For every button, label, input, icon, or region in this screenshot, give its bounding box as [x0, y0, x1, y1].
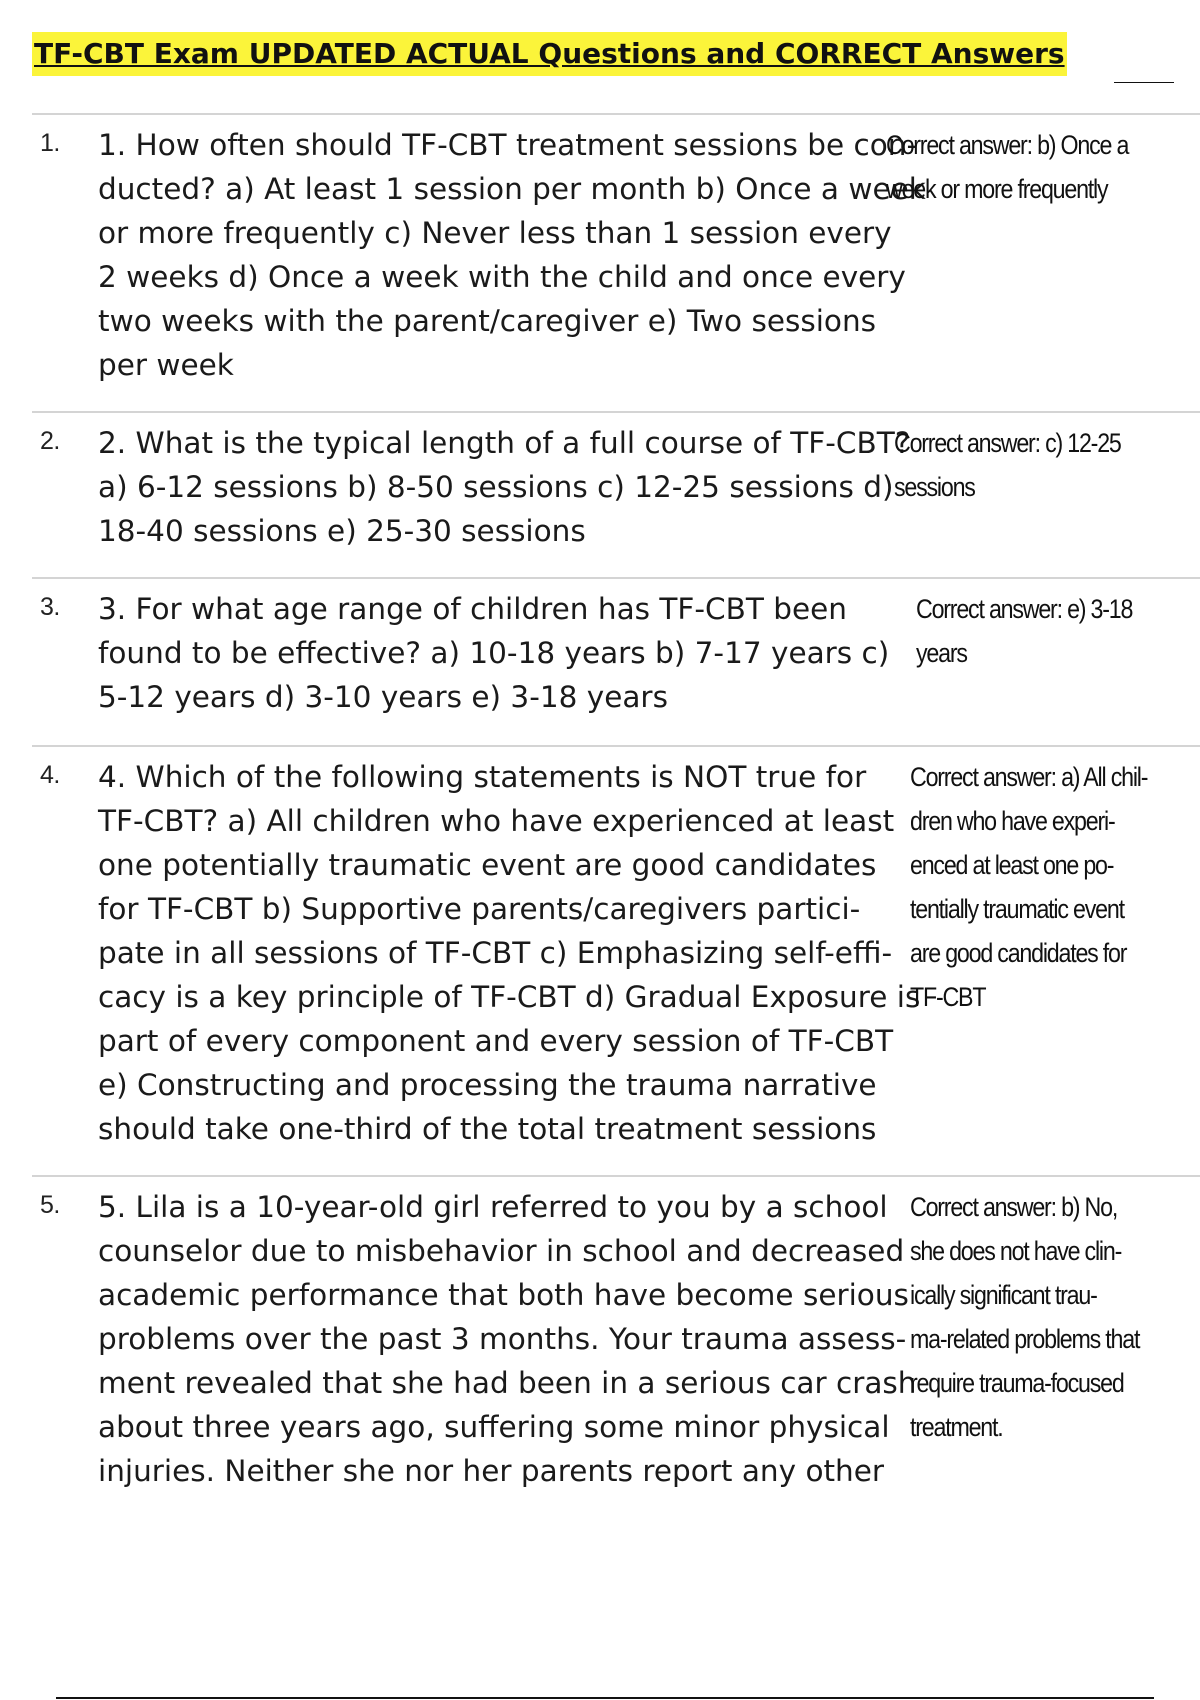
question-row [32, 411, 1200, 577]
title-underline-rule [1114, 82, 1174, 83]
answer-text: Correct answer: a) All chil- dren who have experi- enced at least one po- tentially traumatic event are good candidates for TF-CBT [910, 762, 1148, 1012]
question-text: 1. How often should TF-CBT treatment sessions be con- ducted? a) At least 1 session per month b) Once a week or more frequently c) Never less than 1 session every 2 weeks d) Once a week with the child and once every two weeks with the parent/caregiver e) Two sessions per week [98, 128, 926, 382]
question-number: 4. [40, 761, 60, 789]
answer-text: Correct answer: b) Once a week or more frequently [886, 130, 1129, 204]
question-number: 3. [40, 593, 60, 621]
question-number: 2. [40, 427, 60, 455]
document-title: TF-CBT Exam UPDATED ACTUAL Questions and CORRECT Answers [32, 32, 1067, 76]
footer-rule [56, 1697, 1154, 1699]
question-text: 4. Which of the following statements is NOT true for TF-CBT? a) All children who have experienced at least one potentially traumatic event are good candidates for TF-CBT b) Supportive parents/caregivers partici- pate in all sessions of TF-CBT c) Emphasizing self-effi- cacy is a key principle of TF-CBT d) Gradual Exposure is part of every component and every session of TF-CBT e) Constructing and processing the trauma narrative should take one-third of the total treatment sessions [98, 760, 921, 1146]
answer-text: Correct answer: c) 12-25 sessions [894, 428, 1121, 502]
question-text: 2. What is the typical length of a full course of TF-CBT? a) 6-12 sessions b) 8-50 sessions c) 12-25 sessions d) 18-40 sessions e) 25-30 sessions [98, 426, 911, 548]
question-row [32, 577, 1200, 745]
question-number: 5. [40, 1191, 60, 1219]
question-row [32, 113, 1200, 411]
question-text: 3. For what age range of children has TF-CBT been found to be effective? a) 10-18 years b) 7-17 years c) 5-12 years d) 3-10 years e) 3-18 years [98, 592, 890, 714]
document-title-block [32, 32, 1132, 82]
question-list [32, 113, 1200, 1577]
answer-text: Correct answer: b) No, she does not have clin- ically significant trau- ma-related problems that require trauma-focused treatment. [910, 1192, 1140, 1442]
question-text: 5. Lila is a 10-year-old girl referred to you by a school counselor due to misbehavior in school and decreased academic performance that both have become serious problems over the past 3 months. Your trauma assess- ment revealed that she had been in a serious car crash about three years ago, suffering some minor physical injuries. Neither she nor her parents report any other [98, 1190, 917, 1488]
answer-text: Correct answer: e) 3-18 years [916, 594, 1133, 668]
question-row [32, 1175, 1200, 1577]
question-number: 1. [40, 129, 60, 157]
question-row [32, 745, 1200, 1175]
